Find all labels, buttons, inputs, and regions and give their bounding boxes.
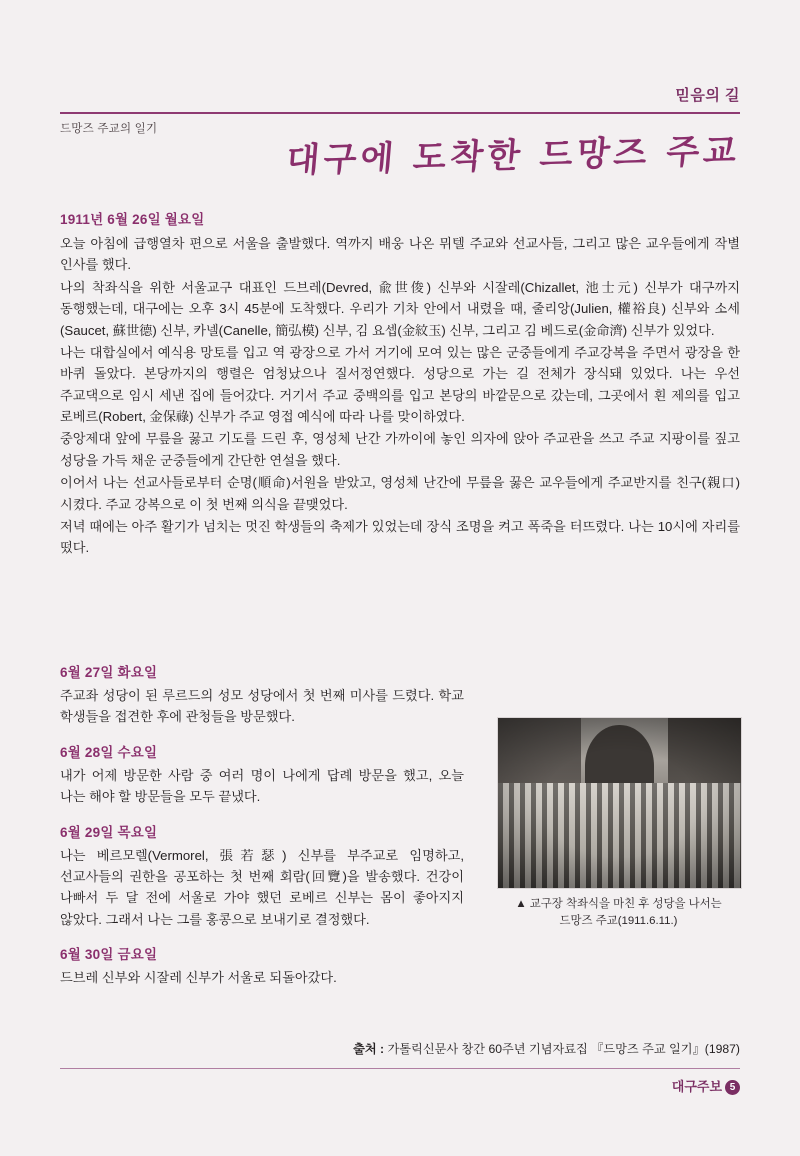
entry-date: 6월 27일 화요일	[60, 665, 158, 680]
footer-divider	[60, 1068, 740, 1069]
diary-entry	[60, 661, 464, 728]
entry-date: 6월 28일 수요일	[60, 744, 158, 760]
section-header	[675, 84, 740, 105]
entry-paragraph: 중앙제대 앞에 무릎을 꿇고 기도를 드린 후, 영성체 난간 가까이에 놓인 의자에 앉아 주교관을 쓰고 주교 지팡이를 짚고 성당을 가득 채운 군중들에게 간단한 연설을 했다.	[60, 431, 740, 468]
entry-paragraph: 저녁 때에는 아주 활기가 넘치는 멋진 학생들의 축제가 있었는데 장식 조명을 켜고 폭죽을 터뜨렸다. 나는 10시에 자리를 떴다.	[60, 518, 740, 556]
diary-main-entry	[60, 208, 740, 573]
entry-paragraph: 드브레 신부와 시잘레 신부가 서울로 되돌아갔다.	[60, 970, 337, 985]
photo-image	[497, 717, 742, 889]
diary-entry	[60, 943, 464, 988]
entry-paragraph: 이어서 나는 선교사들로부터 순명(順命)서원을 받았고, 영성체 난간에 무릎을 꿇은 교우들에게 주교반지를 친구(親口) 시켰다. 주교 강복으로 이 첫 번째 의식을 끝맺었다.	[60, 475, 740, 512]
diary-lower-column	[60, 661, 464, 988]
caption-line-2: 드망즈 주교(1911.6.11.)	[559, 914, 678, 927]
photo-vignette	[498, 718, 741, 888]
entry-date: 6월 30일 금요일	[60, 947, 158, 962]
page-content	[60, 0, 743, 1156]
caption-marker-icon: ▲	[515, 898, 527, 910]
entry-paragraph: 나의 착좌식을 위한 서울교구 대표인 드브레(Devred, 兪世俊) 신부와 시잘레(Chizallet, 池士元) 신부가 대구까지 동행했는데, 대구에는 오후 3시 45분에 도착했다. 우리가 기차 안에서 내렸을 때, 줄리앙(Julien, 權裕良) 신부와 소세(Saucet, 蘇世德) 신부, 카넬(Canelle, 簡弘模) 신부, 김 요셉(金紋玉) 신부, 그리고 김 베드로(金命濟) 신부가 있었다.	[60, 279, 740, 338]
section-title: 믿음의 길	[675, 87, 740, 104]
source-text: 가톨릭신문사 창간 60주년 기념자료집 『드망즈 주교 일기』(1987)	[387, 1042, 740, 1056]
entry-paragraph: 나는 베르모렐(Vermorel, 張若瑟) 신부를 부주교로 임명하고, 선교사들의 권한을 공포하는 첫 번째 회람(回覽)을 발송했다. 건강이 나빠서 두 달 전에 서울로 가야 했던 로베르 신부는 몸이 좋아지지 않았다. 그래서 나는 그를 홍콩으로 보내기로 결정했다.	[60, 847, 464, 927]
entry-paragraph: 주교좌 성당이 된 루르드의 성모 성당에서 첫 번째 미사를 드렸다. 학교 학생들을 접견한 후에 관청들을 방문했다.	[60, 688, 464, 725]
entry-paragraph: 나는 대합실에서 예식용 망토를 입고 역 광장으로 가서 거기에 모여 있는 많은 군중들에게 주교강복을 주면서 광장을 한 바퀴 돌았다. 본당까지의 행렬은 엄청났으나 질서정연했다. 성당으로 가는 길 전체가 장식돼 있었다. 나는 우선 주교댁으로 임시 세낸 집에 들어갔다. 거기서 주교 중백의를 입고 본당의 바깥문으로 갔는데, 그곳에서 흰 제의를 입고 로베르(Robert, 金保祿) 신부가 주교 영접 예식에 따라 나를 맞이하였다.	[60, 344, 740, 424]
header-divider	[60, 112, 740, 114]
page-number: 5	[725, 1080, 740, 1095]
source-note	[353, 1040, 740, 1057]
entry-date: 1911년 6월 26일 월요일	[60, 212, 205, 227]
page-title	[270, 131, 743, 198]
caption-line-1: 교구장 착좌식을 마친 후 성당을 나서는	[529, 898, 722, 910]
article-kicker: 드망즈 주교의 일기	[60, 123, 158, 135]
source-label: 출처 :	[353, 1042, 385, 1056]
entry-date: 6월 29일 목요일	[60, 824, 158, 840]
diary-entry	[60, 741, 464, 808]
figure-caption	[497, 896, 740, 929]
page-title-text: 대구에 도착한 드망즈 주교	[285, 131, 743, 181]
figure	[497, 717, 740, 929]
diary-entry	[60, 821, 464, 931]
entry-paragraph: 내가 어제 방문한 사람 중 여러 명이 나에게 답례 방문을 했고, 오늘 나는 해야 할 방문들을 모두 끝냈다.	[60, 767, 464, 805]
footer	[672, 1076, 740, 1095]
publication-name: 대구주보	[671, 1079, 722, 1094]
entry-paragraph: 오늘 아침에 급행열차 편으로 서울을 출발했다. 역까지 배웅 나온 뮈텔 주교와 선교사들, 그리고 많은 교우들에게 작별 인사를 했다.	[60, 236, 740, 273]
diary-entry	[60, 208, 740, 559]
